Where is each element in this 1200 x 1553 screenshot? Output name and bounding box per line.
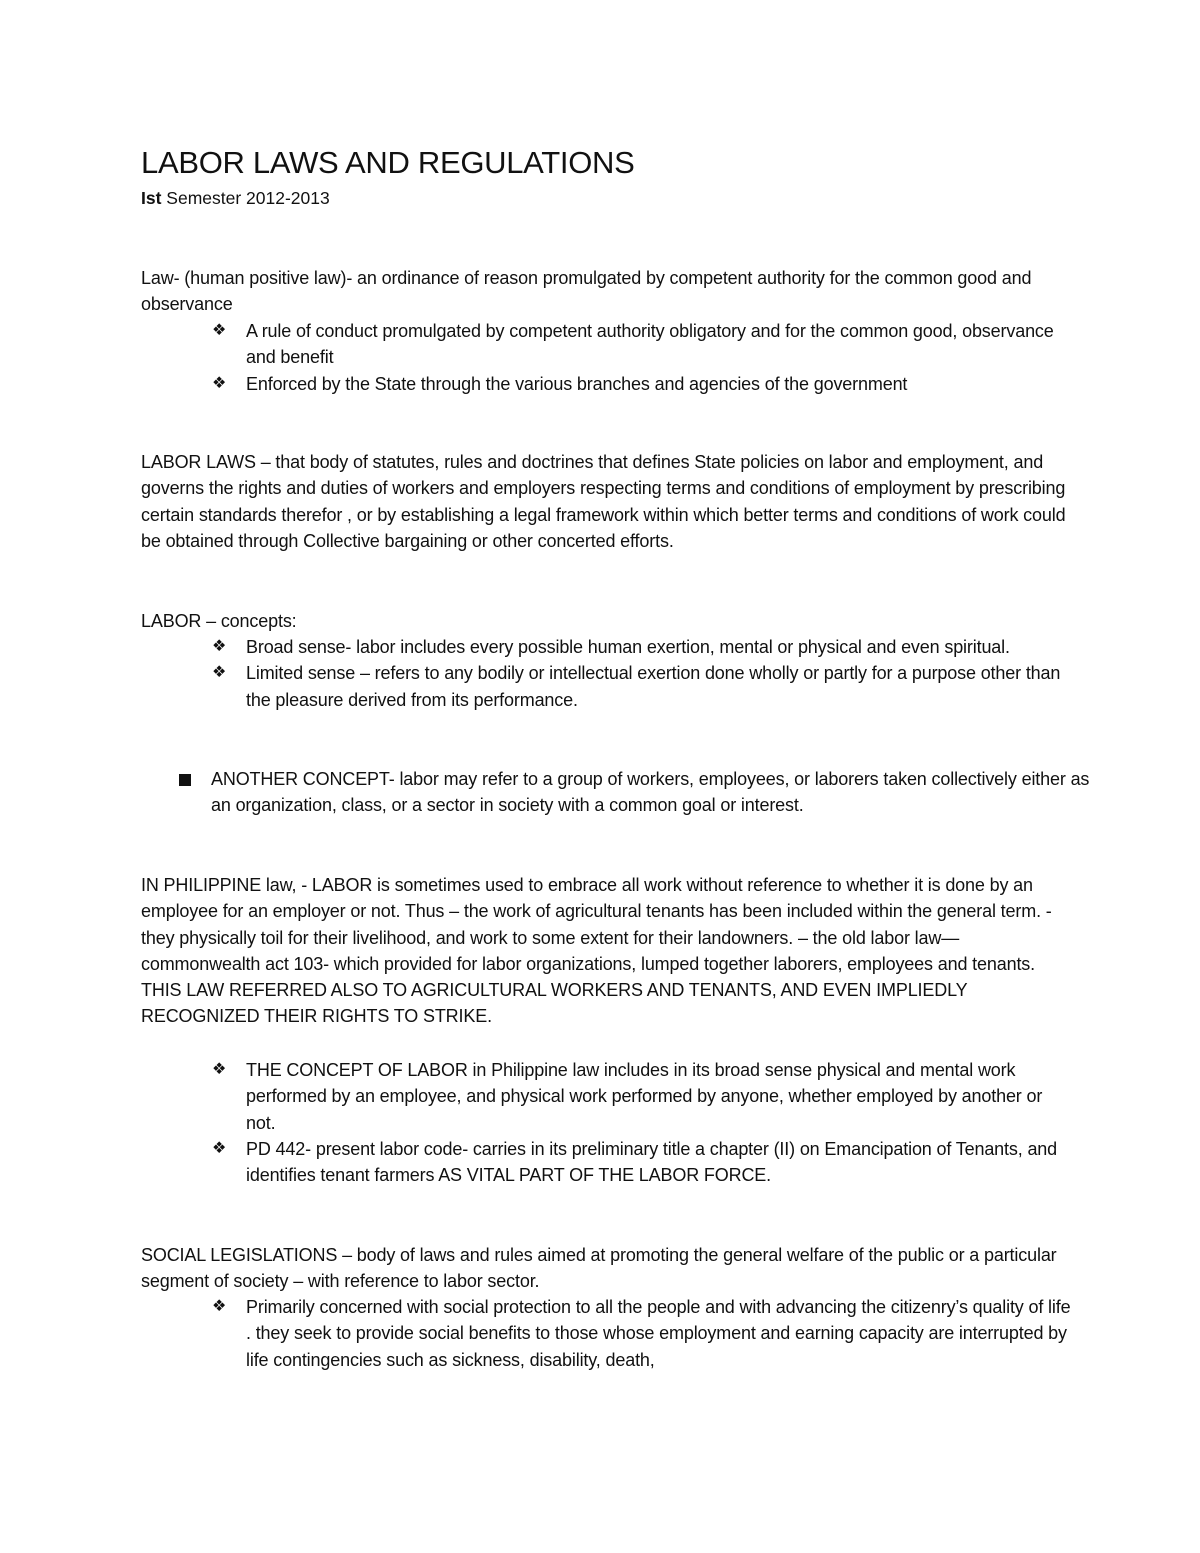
list-item-text: Broad sense- labor includes every possible human exertion, mental or physical and even spiritual. bbox=[246, 637, 1010, 657]
diamond-bullet-icon: ❖ bbox=[212, 664, 227, 682]
diamond-bullet-icon: ❖ bbox=[212, 322, 227, 339]
subtitle bbox=[141, 186, 330, 210]
list-item bbox=[212, 1057, 1072, 1136]
labor-concepts-list bbox=[212, 634, 1072, 713]
page-title: LABOR LAWS AND REGULATIONS bbox=[141, 145, 635, 180]
diamond-bullet-icon: ❖ bbox=[212, 1139, 227, 1157]
list-item-text: Primarily concerned with social protection to all the people and with advancing the citizenry’s quality of life . they seek to provide social benefits to those whose employment and earning capacity are interrupted by life contingencies such as sickness, disability, death, bbox=[246, 1297, 1071, 1370]
law-bullet-list bbox=[212, 318, 1072, 397]
list-item-text: A rule of conduct promulgated by competent authority obligatory and for the common good, observance and benefit bbox=[246, 321, 1054, 368]
list-item bbox=[212, 1294, 1072, 1373]
list-item-text: PD 442- present labor code- carries in its preliminary title a chapter (II) on Emancipation of Tenants, and identifies tenant farmers AS VITAL PART OF THE LABOR FORCE. bbox=[246, 1138, 1058, 1186]
list-item bbox=[212, 634, 1072, 660]
labor-laws-definition: LABOR LAWS – that body of statutes, rules and doctrines that defines State policies on labor and employment, and governs the rights and duties of workers and employers respecting terms and conditions of employment by prescribing certain standards therefor , or by establishing a legal framework within which better terms and conditions of work could be obtained through Collective bargaining or other concerted efforts. bbox=[141, 452, 1066, 551]
list-item bbox=[212, 1136, 1072, 1189]
list-item bbox=[212, 371, 1072, 397]
list-item bbox=[212, 318, 1072, 371]
list-item-text: Enforced by the State through the various branches and agencies of the government bbox=[246, 373, 908, 394]
subtitle-text: Semester 2012-2013 bbox=[161, 188, 330, 208]
philippine-law-paragraph: IN PHILIPPINE law, - LABOR is sometimes used to embrace all work without reference to whether it is done by an employee for an employer or not. Thus – the work of agricultural tenants has been included within the general term. - they physically toil for their livelihood, and work to some extent for their landowners. – the old labor law—commonwealth act 103- which provided for labor organizations, lumped together laborers, employees and tenants. THIS LAW REFERRED ALSO TO AGRICULTURAL WORKERS AND TENANTS, AND EVEN IMPLIEDLY RECOGNIZED THEIR RIGHTS TO STRIKE. bbox=[141, 875, 1052, 1027]
social-legislation-list bbox=[212, 1294, 1072, 1373]
square-bullet-icon bbox=[179, 774, 191, 786]
diamond-bullet-icon: ❖ bbox=[212, 638, 227, 655]
another-concept-item bbox=[176, 766, 1091, 819]
law-definition: Law- (human positive law)- an ordinance of reason promulgated by competent authority for the common good and observance bbox=[141, 268, 1032, 315]
philippine-law-list bbox=[212, 1057, 1072, 1188]
social-legislation-definition: SOCIAL LEGISLATIONS – body of laws and rules aimed at promoting the general welfare of the public or a particular segment of society – with reference to labor sector. bbox=[141, 1245, 1057, 1292]
diamond-bullet-icon: ❖ bbox=[212, 1298, 227, 1315]
list-item-text: Limited sense – refers to any bodily or intellectual exertion done wholly or partly for a purpose other than the pleasure derived from its performance. bbox=[246, 663, 1061, 710]
another-concept-text: ANOTHER CONCEPT- labor may refer to a group of workers, employees, or laborers taken collectively either as an organization, class, or a sector in society with a common goal or interest. bbox=[211, 769, 1090, 816]
subtitle-ordinal: Ist bbox=[141, 188, 162, 208]
labor-concepts-heading: LABOR – concepts: bbox=[141, 611, 297, 631]
diamond-bullet-icon: ❖ bbox=[212, 374, 227, 392]
diamond-bullet-icon: ❖ bbox=[212, 1061, 227, 1078]
list-item bbox=[212, 660, 1072, 713]
list-item-text: THE CONCEPT OF LABOR in Philippine law includes in its broad sense physical and mental work performed by an employee, and physical work performed by anyone, whether employed by another or not. bbox=[246, 1060, 1043, 1133]
